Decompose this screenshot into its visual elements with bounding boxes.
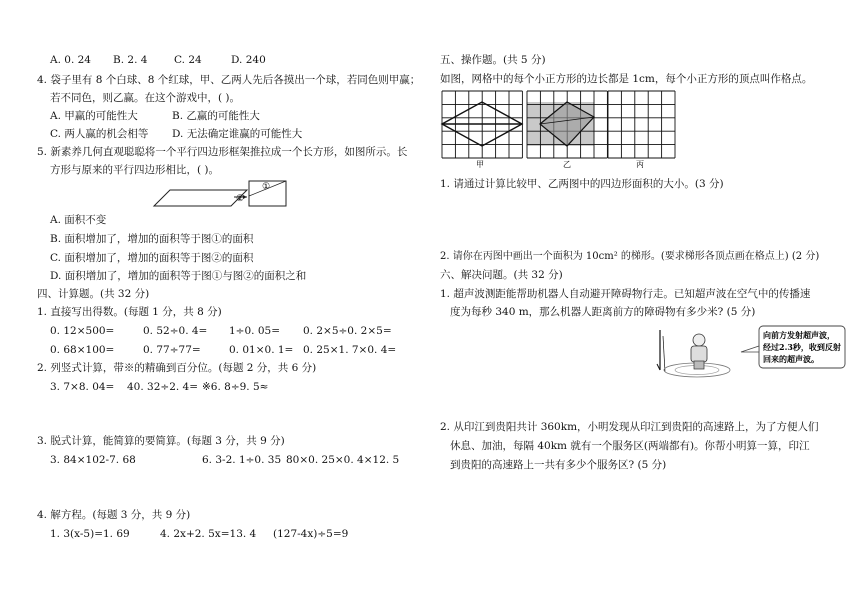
calc3-item: 3. 84×102-7. 68 (50, 454, 136, 466)
problem2-line3: 到贵阳的高速路上一共有多少个服务区? (5 分) (450, 459, 667, 471)
section5-description: 如图，网格中的每个小正方形的边长都是 1cm，每个小正方形的顶点叫作格点。 (440, 73, 813, 85)
calc2-item: 3. 7×8. 04= (50, 381, 115, 393)
q5-line2: 方形与原来的平行四边形相比，( )。 (50, 164, 220, 176)
grid-jia (442, 91, 528, 171)
q4-option-b: B. 乙赢的可能性大 (172, 110, 260, 122)
speech-bubble-line3: 回来的超声波。 (763, 354, 819, 364)
left-column (0, 0, 430, 608)
calc4-title: 4. 解方程。(每题 3 分，共 9 分) (37, 509, 191, 521)
problem2-line2: 休息、加油，每隔 40km 就有一个服务区(两端都有)。你帮小明算一算，印江 (450, 440, 810, 452)
robot-illustration (655, 322, 855, 380)
q4-option-a: A. 甲赢的可能性大 (50, 110, 138, 122)
operation-question-2: 2. 请你在丙图中画出一个面积为 10cm² 的梯形。(要求梯形各顶点画在格点上) (2 分) (440, 251, 820, 262)
q5-option-b: B. 面积增加了，增加的面积等于图①的面积 (50, 233, 254, 245)
q5-option-d: D. 面积增加了，增加的面积等于图①与图②的面积之和 (50, 270, 307, 282)
q3-option-b: B. 2. 4 (113, 54, 148, 66)
grid-label-jia: 甲 (476, 160, 484, 169)
q3-option-a: A. 0. 24 (50, 54, 91, 66)
calc4-item: (127-4x)÷5=9 (273, 528, 349, 540)
calc2-item: ※6. 8÷9. 5≈ (202, 381, 269, 393)
calc4-item: 1. 3(x-5)=1. 69 (50, 528, 130, 540)
calc3-title: 3. 脱式计算，能简算的要简算。(每题 3 分，共 9 分) (37, 435, 285, 447)
calc2-title: 2. 列竖式计算，带※的精确到百分位。(每题 2 分，共 6 分) (37, 362, 317, 374)
q4-line1: 4. 袋子里有 8 个白球、8 个红球，甲、乙两人先后各摸出一个球，若同色则甲赢； (37, 74, 421, 86)
calc2-item: 40. 32÷2. 4= (127, 381, 199, 393)
operation-question-1: 1. 请通过计算比较甲、乙两图中的四边形面积的大小。(3 分) (440, 178, 724, 190)
grid-label-yi: 乙 (563, 160, 571, 169)
calc3-item: 6. 3-2. 1÷0. 35 (202, 454, 282, 466)
problem1-line2: 度为每秒 340 m，那么机器人距离前方的障碍物有多少米? (5 分) (450, 306, 756, 318)
speech-bubble-line2: 经过2.3秒，收到反射 (763, 342, 841, 352)
grid-yi (527, 91, 613, 171)
figure-label-2: ② (236, 194, 245, 204)
calc1-item: 0. 52÷0. 4= (143, 325, 208, 337)
calc4-item: 4. 2x+2. 5x=13. 4 (160, 528, 257, 540)
calc1-item: 0. 68×100= (50, 344, 115, 356)
calc1-item: 0. 77÷77= (143, 344, 201, 356)
grid-label-bing: 丙 (636, 160, 644, 169)
section6-title: 六、解决问题。(共 32 分) (440, 269, 563, 281)
section5-title: 五、操作题。(共 5 分) (440, 54, 546, 66)
q5-option-c: C. 面积增加了，增加的面积等于图②的面积 (50, 252, 254, 264)
q4-option-d: D. 无法确定谁赢的可能性大 (172, 128, 303, 140)
calc1-item: 0. 01×0. 1= (229, 344, 294, 356)
calc1-item: 1÷0. 05= (229, 325, 280, 337)
grid-bing (608, 91, 694, 171)
q5-option-a: A. 面积不变 (50, 214, 107, 226)
parallelogram-figure (150, 176, 300, 212)
figure-label-1: ① (262, 182, 271, 192)
calc1-item: 0. 2×5÷0. 2×5= (303, 325, 392, 337)
problem1-line1: 1. 超声波测距能帮助机器人自动避开障碍物行走。已知超声波在空气中的传播速 (440, 288, 811, 300)
q3-option-c: C. 24 (174, 54, 202, 66)
q5-line1: 5. 新素养几何直观聪聪将一个平行四边形框架推拉成一个长方形，如图所示。长 (37, 146, 408, 158)
q4-option-c: C. 两人赢的机会相等 (50, 128, 149, 140)
section4-title: 四、计算题。(共 32 分) (37, 288, 150, 300)
problem2-line1: 2. 从印江到贵阳共计 360km，小明发现从印江到贵阳的高速路上，为了方便人们 (440, 421, 819, 433)
calc3-item: 80×0. 25×0. 4×12. 5 (286, 454, 400, 466)
calc1-item: 0. 25×1. 7×0. 4= (303, 344, 397, 356)
q3-option-d: D. 240 (231, 54, 266, 66)
right-column (430, 0, 861, 608)
speech-bubble-line1: 向前方发射超声波， (763, 330, 835, 340)
calc1-item: 0. 12×500= (50, 325, 115, 337)
calc1-title: 1. 直接写出得数。(每题 1 分，共 8 分) (37, 306, 222, 318)
q4-line2: 若不同色，则乙赢。在这个游戏中，( )。 (50, 92, 241, 104)
